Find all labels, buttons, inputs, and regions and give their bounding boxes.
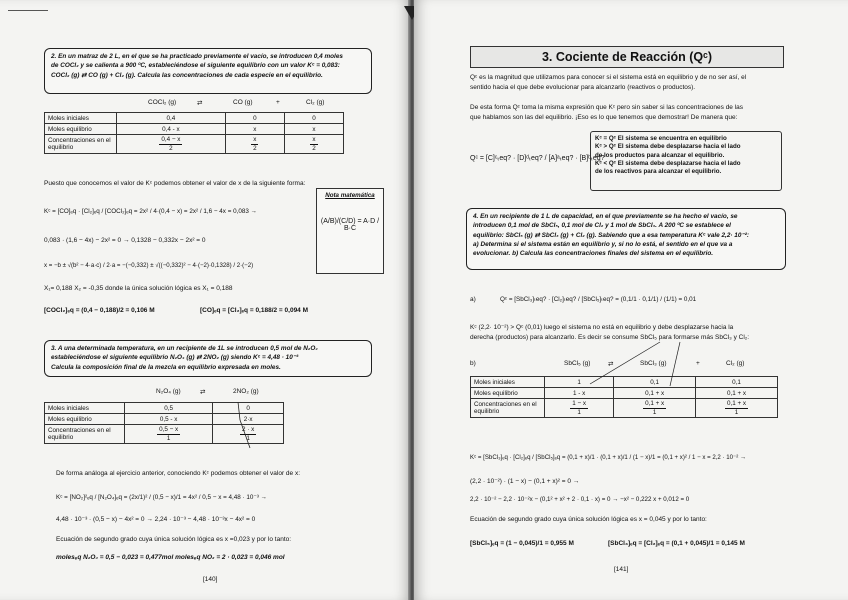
problem-2-statement — [44, 48, 372, 94]
row-label: Moles equilibrio — [45, 414, 125, 425]
cell: x — [284, 124, 343, 135]
p2-intro: Puesto que conocemos el valor de Kᶜ podemos obtener el valor de x de la siguiente forma: — [44, 180, 306, 187]
p4-kc-expression: Kᶜ = [SbCl₃]ₑq · [Cl₂]ₑq / [SbCl₅]ₑq = (0,1 + x)/1 · (0,1 + x)/1 / (1 − x)/1 = (0,1 + x)² / 1 − x = 2,2 · 10⁻² → — [470, 454, 747, 461]
fraction-num: 0,4 − x — [161, 136, 181, 143]
p4-col-sbcl5: SbCl₅ (g) — [564, 360, 591, 367]
cell: 0,5 — [125, 403, 213, 414]
qc-general-formula: Qᶜ = [C]ᶜₜeq? · [D]ᵈₜeq? / [A]ᵃₜeq? · [B]ᵇₜeq? — [470, 155, 605, 162]
cell: 0 — [213, 403, 284, 414]
p3-col-n2o4: N₂O₄ (g) — [156, 388, 181, 395]
part-b-label: b) — [470, 360, 476, 367]
row-label: Concentraciones en el equilibrio — [471, 399, 545, 418]
problem-3-statement — [44, 340, 372, 377]
header-rule — [8, 10, 48, 11]
intro-para-2-line-2: que hablamos son las del equilibrio. ¡Eso es lo que tenemos que demostrar! De manera que: — [470, 114, 738, 121]
p3-intro: De forma análoga al ejercicio anterior, conociendo Kᶜ podemos obtener el valor de x: — [56, 470, 301, 477]
p4-col-arrow: ⇄ — [608, 361, 614, 368]
table-row — [45, 113, 344, 124]
problem-2-line-2: de COCl₂ y se calienta a 900 ºC, estableciéndose el siguiente equilibrio con un valor Kᶜ = 0,083: — [51, 62, 340, 70]
row-label: Moles equilibrio — [45, 124, 117, 135]
p2-roots: X₁= 0,188 X₂ = -0,35 donde la única solución lógica es X₁ = 0,188 — [44, 285, 233, 292]
p3-solution-text: Ecuación de segundo grado cuya única solución lógica es x =0,023 y por lo tanto: — [56, 536, 292, 543]
intro-para-1-line-1: Qᶜ es la magnitud que utilizamos para conocer si el sistema está en equilibrio y de no ser así, el — [470, 74, 747, 81]
row-label: Moles iniciales — [471, 377, 545, 388]
cell: 0,1 — [614, 377, 696, 388]
note-title: Nota matemática — [325, 192, 375, 199]
fraction-num: 0,1 + x — [727, 400, 747, 407]
table-row — [45, 124, 344, 135]
p2-equation-2: 0,083 · (1,6 − 4x) − 2x² = 0 → 0,1328 − 0,332x − 2x² = 0 — [44, 237, 206, 244]
case-greater-cont: de los productos para alcanzar el equilibrio. — [595, 151, 725, 159]
p3-kc-expression: Kᶜ = [NO₂]²ₑq / [N₂O₄]ₑq = (2x/1)² / (0,5 − x)/1 = 4x² / 0,5 − x = 4,48 · 10⁻³ → — [56, 494, 267, 501]
fraction-den: 2 — [169, 144, 173, 152]
case-less-cont: de los reactivos para alcanzar el equilibrio. — [595, 168, 722, 176]
problem-2-line-1: 2. En un matraz de 2 L, en el que se ha practicado previamente el vacío, se introducen 0,4 moles — [51, 53, 343, 60]
p2-result-co: [CO]ₑq = [Cl₂]ₑq = 0,188/2 = 0,094 M — [200, 307, 309, 314]
cell: 0 — [225, 113, 284, 124]
math-note-box — [316, 188, 384, 274]
p4-equation-3: 2,2 · 10⁻² − 2,2 · 10⁻²x − (0,1² + x² + 2 · 0,1 · x) = 0 → −x² − 0,222 x + 0,012 = 0 — [470, 496, 690, 503]
p4-equation-2: (2,2 · 10⁻²) · (1 − x) − (0,1 + x)² = 0 → — [470, 478, 580, 485]
p4-col-sbcl3: SbCl₃ (g) — [640, 360, 667, 367]
intro-para-1-line-2: sentido hacia el que debe evolucionar para alcanzarlo (reactivos o productos). — [470, 84, 696, 91]
p3-equation-2: 4,48 · 10⁻³ · (0,5 − x) − 4x² = 0 → 2,24 · 10⁻³ − 4,48 · 10⁻³x − 4x² = 0 — [56, 516, 256, 523]
problem-3-line-1: 3. A una determinada temperatura, en un recipiente de 1L se introducen 0,5 mol de N₂O₄ — [51, 345, 318, 352]
problem-3-line-2: estableciéndose el siguiente equilibrio N₂O₄ (g) ⇄ 2NO₂ (g) siendo Kᶜ = 4,48 · 10⁻³ — [51, 354, 299, 362]
part-a-label: a) — [470, 296, 476, 303]
p2-col-plus: + — [276, 99, 280, 106]
p2-result-cocl2: [COCl₂]ₑq = (0,4 − 0,188)/2 = 0,106 M — [44, 307, 155, 314]
cell: 0,5 - x — [125, 414, 213, 425]
row-label: Moles equilibrio — [471, 388, 545, 399]
problem-4-line-3: equilibrio: SbCl₅ (g) ⇄ SbCl₃ (g) + Cl₂ (g). Sabiendo que a esa temperatura Kᶜ vale 2,2· 10⁻²: — [473, 231, 750, 239]
problem-2-ice-table — [44, 112, 344, 154]
fraction-num: x — [253, 136, 257, 143]
p2-kc-expression: Kᶜ = [CO]ₑq · [Cl₂]ₑq / [COCl₂]ₑq = 2x² / 4·(0,4 − x) = 2x² / 1,6 − 4x = 0,083 → — [44, 208, 257, 215]
p4-result-sbcl3: [SbCl₃]ₑq = [Cl₂]ₑq = (0,1 + 0,045)/1 = 0,145 M — [608, 540, 745, 547]
fraction-den: 1 — [166, 434, 171, 442]
cell: 1 — [545, 377, 614, 388]
fraction-num: x — [312, 136, 316, 143]
p4-part-a-line-2: derecha (productos) para alcanzarlo. Es decir se consume SbCl₅ para formarse más SbCl₃ y Cl₂: — [470, 334, 750, 341]
fraction-num: 0,1 + x — [645, 400, 665, 407]
handwritten-arrows — [570, 340, 770, 400]
fraction-num: 0,5 − x — [159, 426, 179, 433]
table-row — [471, 399, 778, 418]
case-greater: Kᶜ > Qᶜ El sistema debe desplazarse hacia el lado — [595, 143, 741, 151]
section-title: 3. Cociente de Reacción (Qᶜ) — [470, 46, 784, 68]
p2-col-cocl2: COCl₂ (g) — [148, 99, 177, 106]
problem-2-line-3: COCl₂ (g) ⇄ CO (g) + Cl₂ (g). Calcula las concentraciones de cada especie en el equilibrio. — [51, 71, 323, 79]
fraction-den: 2 — [312, 144, 316, 152]
left-page — [0, 0, 410, 600]
p3-col-arrow: ⇄ — [200, 389, 206, 396]
row-label: Concentraciones en el equilibrio — [45, 425, 125, 444]
cell: 1 - x — [545, 388, 614, 399]
note-formula: (A/B)/(C/D) = A·D / B·C — [320, 218, 380, 233]
cell: x — [225, 124, 284, 135]
fraction-den: 1 — [577, 408, 581, 416]
p2-col-cl2: Cl₂ (g) — [306, 99, 325, 106]
p4-qc-calculation: Qᶜ = [SbCl₃]ₜeq? · [Cl₂]ₜeq? / [SbCl₅]ₜeq? = (0,1/1 · 0,1/1) / (1/1) = 0,01 — [500, 296, 697, 303]
case-equal: Kᶜ = Qᶜ El sistema se encuentra en equilibrio — [595, 135, 727, 142]
p3-col-no2: 2NO₂ (g) — [233, 388, 259, 395]
problem-4-line-2: introducen 0,1 mol de SbCl₅, 0,1 mol de Cl₂ y 1 mol de SbCl₃. A 200 ºC se establece el — [473, 222, 731, 230]
case-less: Kᶜ < Qᶜ El sistema debe desplazarse hacia el lado — [595, 160, 741, 168]
p2-quadratic-formula: x = −b ± √(b² − 4·a·c) / 2·a = −(−0,332) ± √((−0,332)² − 4·(−2)·0,1328) / 2·(−2) — [44, 262, 254, 269]
cell: 0,1 + x — [696, 388, 778, 399]
fraction-num: 2 · x — [242, 426, 255, 433]
intro-para-2-line-1: De esta forma Qᶜ toma la misma expresión que Kᶜ pero sin saber si las concentraciones de las — [470, 104, 744, 111]
fraction-num: 1 − x — [572, 400, 587, 407]
cell: 0 — [284, 113, 343, 124]
p4-part-a-line-1: Kᶜ (2,2· 10⁻²) > Qᶜ (0,01) luego el sistema no está en equilibrio y debe desplazarse hacia la — [470, 324, 734, 331]
p2-col-co: CO (g) — [233, 99, 253, 106]
cell: 0,4 - x — [117, 124, 226, 135]
fraction-den: 1 — [652, 408, 657, 416]
page-number-right: [141] — [614, 566, 629, 573]
p4-col-cl2: Cl₂ (g) — [726, 360, 745, 367]
table-row — [45, 135, 344, 154]
p4-col-plus: + — [696, 360, 700, 367]
row-label: Moles iniciales — [45, 113, 117, 124]
p4-result-sbcl5: [SbCl₅]ₑq = (1 − 0,045)/1 = 0,955 M — [470, 540, 574, 547]
p3-result: molesₑq N₂O₄ = 0,5 − 0,023 = 0,477mol molesₑq NO₂ = 2 · 0,023 = 0,046 mol — [56, 554, 285, 561]
problem-3-line-3: Calcula la composición final de la mezcla en equilibrio expresada en moles. — [51, 363, 281, 371]
p4-solution-text: Ecuación de segundo grado cuya única solución lógica es x = 0,045 y por lo tanto: — [470, 516, 707, 523]
cell: 0,1 + x — [614, 388, 696, 399]
cell: 0,4 — [117, 113, 226, 124]
problem-4-line-4: a) Determina si el sistema están en equilibrio y, si no lo está, el sentido en el que va a — [473, 240, 733, 248]
page-number-left: [140] — [203, 576, 218, 583]
fraction-den: 1 — [734, 408, 739, 416]
p2-col-arrow: ⇄ — [197, 100, 203, 107]
problem-4-statement — [466, 208, 786, 270]
problem-4-line-1: 4. En un recipiente de 1 L de capacidad, en el que previamente se ha hecho el vacío, se — [473, 213, 738, 220]
row-label: Moles iniciales — [45, 403, 125, 414]
fraction-den: 1 — [246, 434, 250, 442]
handwritten-arrow — [232, 398, 262, 458]
fraction-den: 2 — [253, 144, 257, 152]
problem-4-line-5: evolucionar. b) Calcula las concentraciones finales del sistema en el equilibrio. — [473, 250, 714, 258]
cell: 2·x — [213, 414, 284, 425]
cell: 0,1 — [696, 377, 778, 388]
kc-vs-qc-cases — [590, 131, 782, 191]
row-label: Concentraciones en el equilibrio — [45, 135, 117, 154]
